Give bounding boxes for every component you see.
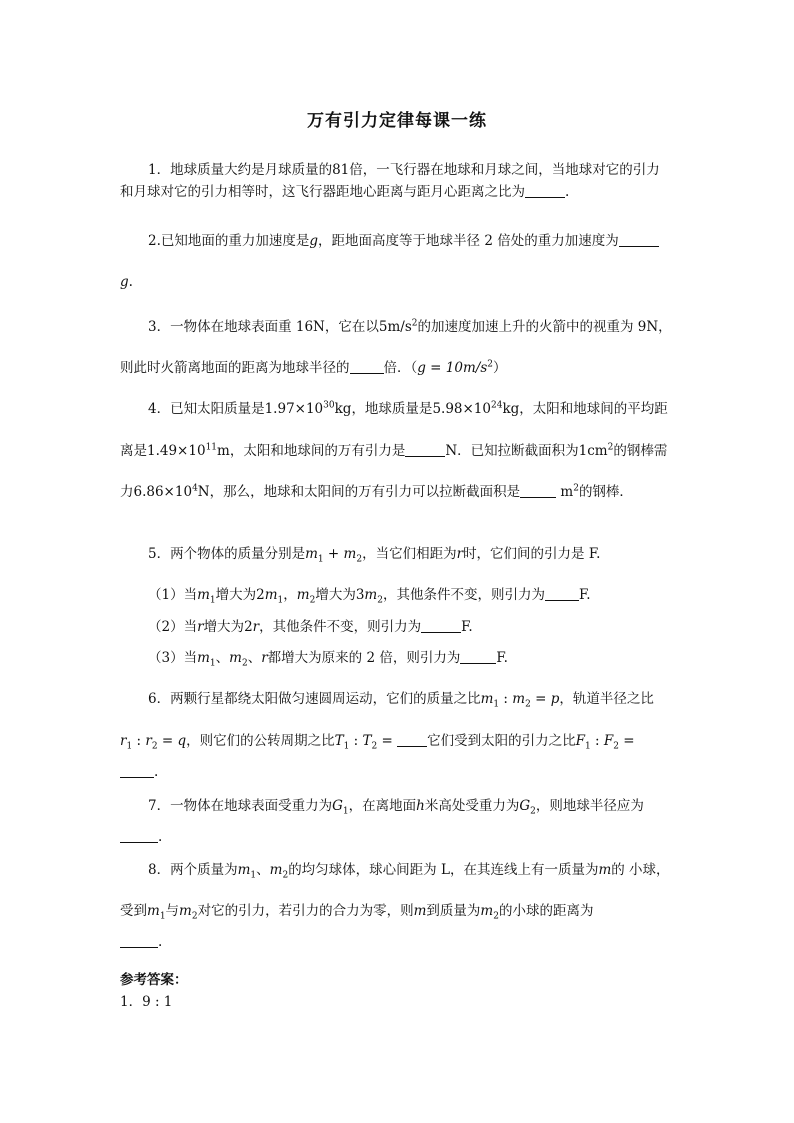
question-7-line-1: 7．一物体在地球表面受重力为$G_1$，在离地面h米高处受重力为$G_2$，则地球半径应为 bbox=[148, 798, 644, 817]
answer-blank bbox=[619, 232, 659, 247]
question-4-line-1: 4．已知太阳质量是$1.97\times 10^{30}kg$，地球质量是$5.98\times 10^{24}kg$，太阳和地球间的平均距 bbox=[148, 400, 668, 417]
page-title: 万有引力定律每课一练 bbox=[307, 111, 487, 131]
answer-1: 1．9 : 1 bbox=[120, 994, 173, 1010]
question-1-line-2: 和月球对它的引力相等时，这飞行器距地心距离与距月心距离之比为 . bbox=[120, 184, 570, 200]
answers-heading: 参考答案： bbox=[120, 972, 188, 988]
question-2-line-2: g. bbox=[120, 274, 133, 290]
question-4-line-3: 力$6.86\times 10^4N$，那么，地球和太阳间的万有引力可以拉断截面积是 $m^2$的钢棒． bbox=[120, 483, 633, 500]
answer-blank bbox=[120, 933, 158, 948]
question-7-line-2: . bbox=[120, 827, 680, 847]
question-5-sub-3: （3）当$m_1$、$m_2$、r都增大为原来的 2 倍，则引力为 F. bbox=[148, 650, 508, 669]
question-6-line-2: $r_1$ : $r_2 = q$，则它们的公转周期之比$T_1$ : $T_2$ = 它们受到太阳的引力之比$F_1$ : $F_2$ = bbox=[120, 733, 635, 752]
answer-blank bbox=[405, 442, 445, 457]
question-5-sub-2: （2）当r增大为2r，其他条件不变，则引力为 F. bbox=[148, 619, 473, 635]
answer-blank bbox=[520, 483, 556, 498]
answer-blank bbox=[120, 763, 154, 778]
question-5-line-1: 5．两个物体的质量分别是$m_1 + m_2$，当它们相距为r时，它们间的引力是 F. bbox=[148, 546, 601, 565]
question-1-line-1: 1．地球质量大约是月球质量的81倍，一飞行器在地球和月球之间，当地球对它的引力 bbox=[148, 162, 660, 178]
question-2-line-1: 2.已知地面的重力加速度是g，距地面高度等于地球半径 2 倍处的重力加速度为 bbox=[148, 231, 708, 251]
answer-blank bbox=[397, 732, 427, 747]
answer-blank bbox=[120, 828, 158, 843]
question-8-line-2: 受到$m_1$与$m_2$对它的引力，若引力的合力为零，则m到质量为$m_2$的小球的距离为 bbox=[120, 903, 594, 922]
question-3-line-2: 则此时火箭离地面的距离为地球半径的 倍．$(g = 10m/s^2)$ bbox=[120, 359, 507, 376]
answer-blank bbox=[545, 586, 579, 601]
answer-blank bbox=[525, 183, 565, 198]
question-6-line-1: 6．两颗行星都绕太阳做匀速圆周运动，它们的质量之比$m_1$ : $m_2 = p$，轨道半径之比 bbox=[148, 691, 654, 710]
answer-blank bbox=[460, 649, 496, 664]
answer-blank bbox=[421, 618, 461, 633]
question-6-line-3: . bbox=[120, 762, 680, 782]
question-4-line-2: 离是$1.49\times 10^{11}m$，太阳和地球间的万有引力是 N．已知拉断截面积为$1cm^2$的钢棒需 bbox=[120, 442, 668, 459]
question-8-line-3: . bbox=[120, 932, 680, 952]
question-8-line-1: 8．两个质量为$m_1$、$m_2$的均匀球体，球心间距为 L，在其连线上有一质量为m的 小球， bbox=[148, 862, 670, 881]
answer-blank bbox=[350, 359, 384, 374]
question-3-line-1: 3．一物体在地球表面重 16N，它在以$5m/s^2$的加速度加速上升的火箭中的视重为 9N， bbox=[148, 318, 672, 335]
question-5-sub-1: （1）当$m_1$增大为$2m_1$，$m_2$增大为$3m_2$，其他条件不变，则引力为 F. bbox=[148, 587, 591, 606]
